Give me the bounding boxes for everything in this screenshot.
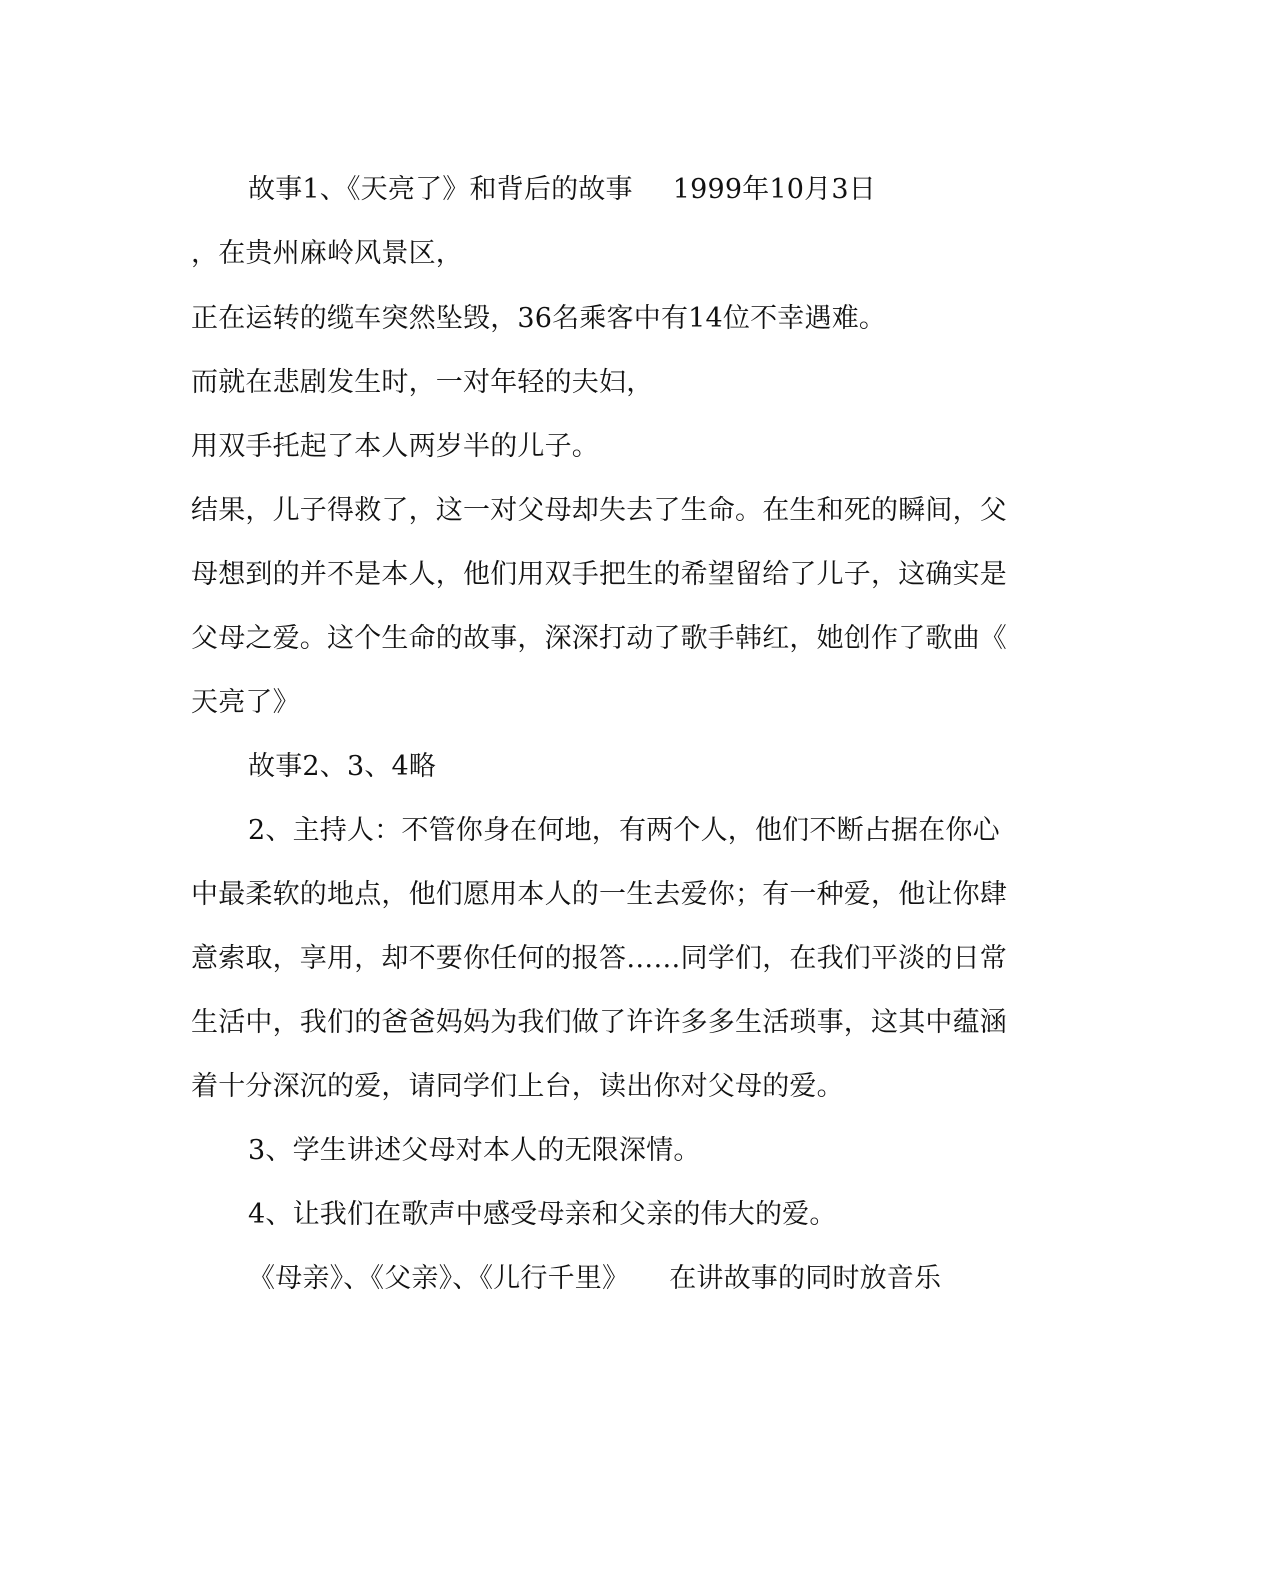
paragraph-line: ，在贵州麻岭风景区， (191, 238, 463, 269)
song-list: 《母亲》、《父亲》、《儿行千里》 (248, 1263, 630, 1294)
host-paragraph-first-line: 2、主持人：不管你身在何地，有两个人，他们不断占据在你心 (248, 815, 1000, 846)
paragraph-line: 正在运转的缆车突然坠毁，36名乘客中有14位不幸遇难。 (191, 303, 887, 334)
songs-note: 在讲故事的同时放音乐 (669, 1263, 942, 1294)
item-4: 4、让我们在歌声中感受母亲和父亲的伟大的爱。 (248, 1199, 837, 1230)
item-3: 3、学生讲述父母对本人的无限深情。 (248, 1135, 701, 1166)
paragraph-line: 而就在悲剧发生时，一对年轻的夫妇， (191, 367, 654, 398)
paragraph-line: 父母之爱。这个生命的故事，深深打动了歌手韩红，她创作了歌曲《 (191, 623, 1007, 654)
paragraph-line: 意索取，享用，却不要你任何的报答……同学们，在我们平淡的日常 (191, 943, 1007, 974)
story1-date: 1999年10月3日 (672, 174, 876, 205)
paragraph-line: 中最柔软的地点，他们愿用本人的一生去爱你；有一种爱，他让你肆 (191, 879, 1007, 910)
paragraph-line: 着十分深沉的爱，请同学们上台，读出你对父母的爱。 (191, 1071, 844, 1102)
story1-heading (248, 172, 876, 208)
story1-title: 故事1、《天亮了》和背后的故事 (248, 174, 633, 205)
paragraph-line: 天亮了》 (191, 687, 300, 718)
paragraph-line: 用双手托起了本人两岁半的儿子。 (191, 431, 599, 462)
songs-line (248, 1261, 941, 1297)
paragraph-line: 结果，儿子得救了，这一对父母却失去了生命。在生和死的瞬间，父 (191, 495, 1007, 526)
paragraph-line: 母想到的并不是本人，他们用双手把生的希望留给了儿子，这确实是 (191, 559, 1007, 590)
story-2-4-note: 故事2、3、4略 (248, 751, 437, 782)
paragraph-line: 生活中，我们的爸爸妈妈为我们做了许许多多生活琐事，这其中蕴涵 (191, 1007, 1007, 1038)
